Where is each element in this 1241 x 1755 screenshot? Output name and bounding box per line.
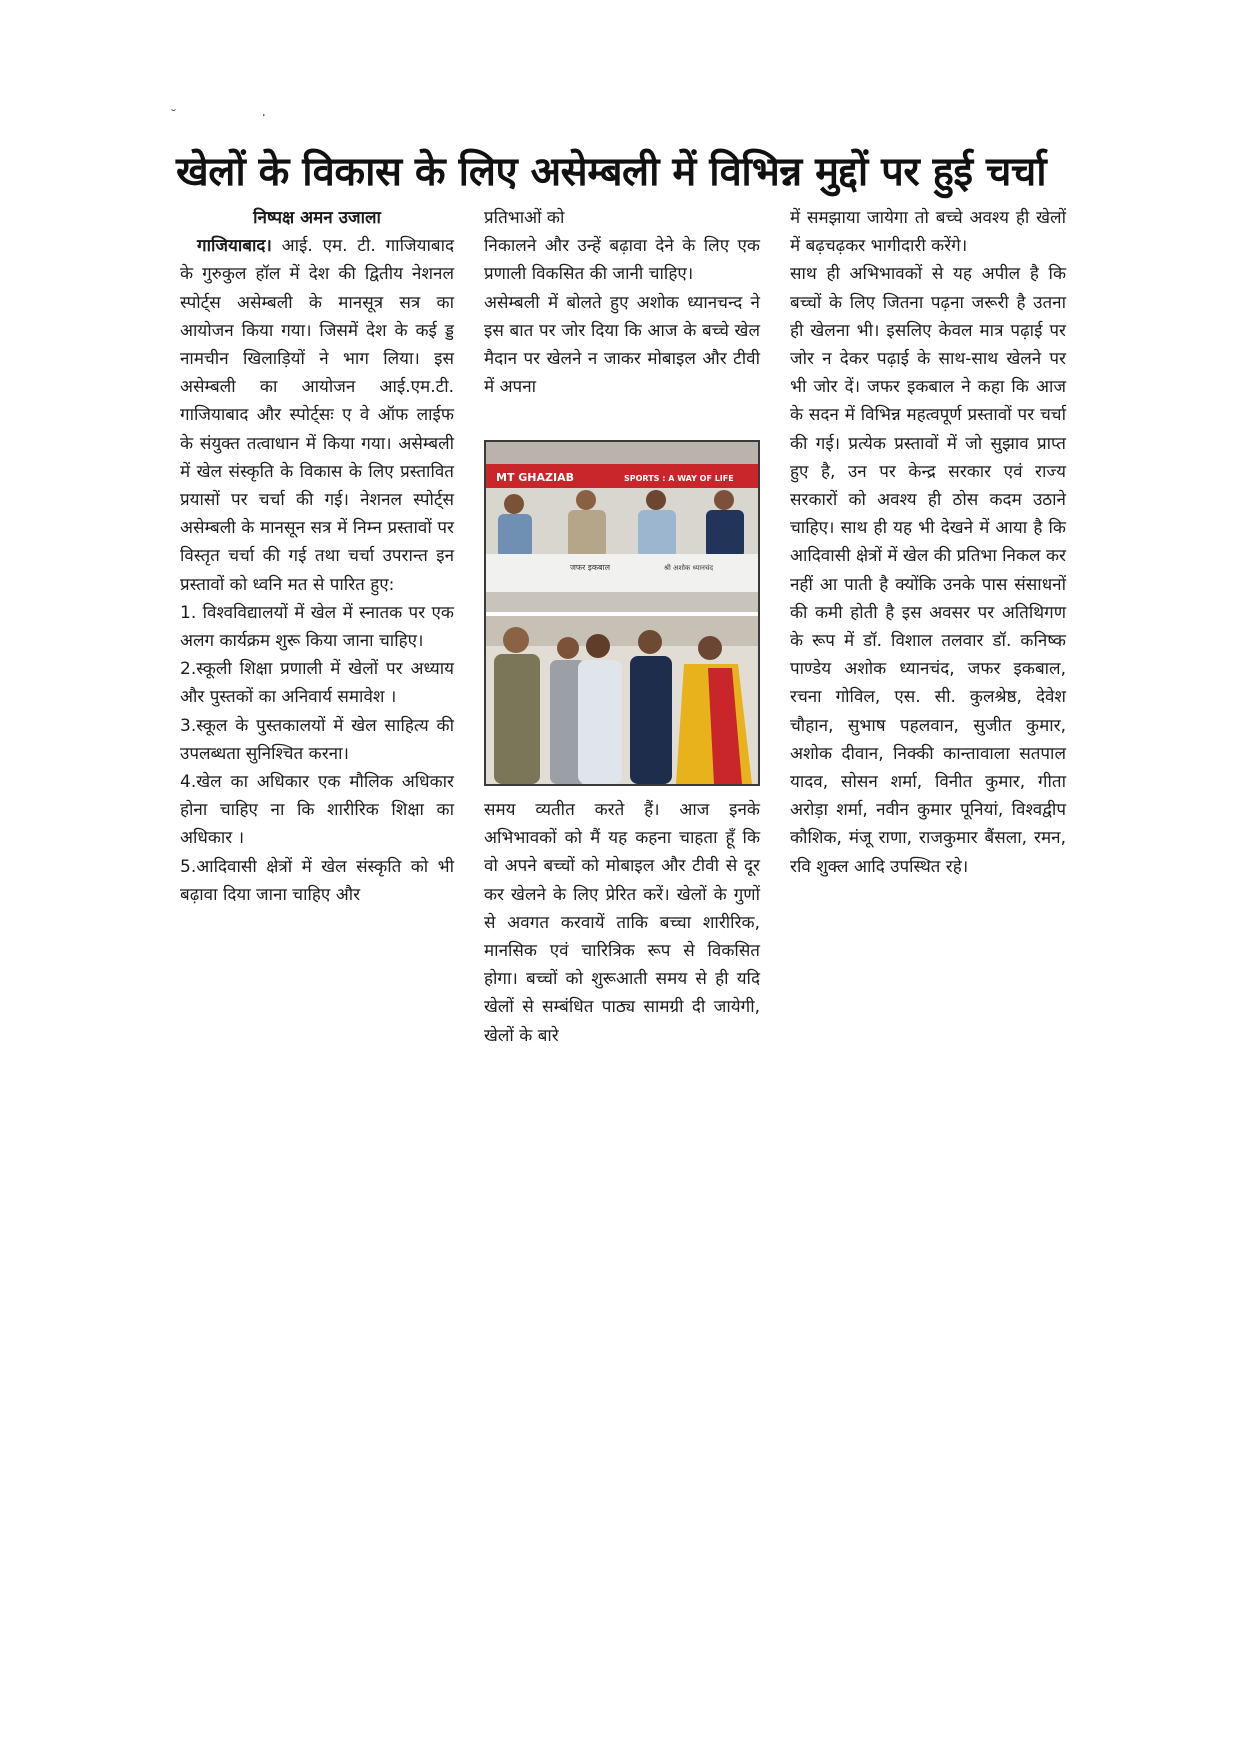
headline: खेलों के विकास के लिए असेम्बली में विभिन्न मुद्दों पर हुई चर्चा: [176, 149, 1047, 195]
col3-paragraph-a: में समझाया जायेगा तो बच्चे अवश्य ही खेलों में बढ़चढ़कर भागीदारी करेंगे।: [790, 208, 1066, 257]
proposal-3: 3.स्कूल के पुस्तकालयों में खेल साहित्य की उपलब्धता सुनिश्चित करना।: [180, 715, 454, 764]
column-1: [180, 204, 454, 909]
col2-line-a: प्रतिभाओं को: [484, 208, 565, 228]
col2-paragraph-c: असेम्बली में बोलते हुए अशोक ध्यानचन्द ने इस बात पर जोर दिया कि आज के बच्चे खेल मैदान पर खेलने न जाकर मोबाइल और टीवी में अपना: [484, 292, 760, 398]
column-2-top: [484, 204, 760, 401]
column-3: [790, 204, 1066, 881]
scan-marks: ˘ ·: [170, 108, 306, 124]
nameplate-1: जफर इकबाल: [570, 563, 611, 572]
proposal-5: 5.आदिवासी क्षेत्रों में खेल संस्कृति को भी बढ़ावा दिया जाना चाहिए और: [180, 856, 454, 905]
proposal-2: 2.स्कूली शिक्षा प्रणाली में खेलों पर अध्याय और पुस्तकों का अनिवार्य समावेश ।: [180, 659, 454, 708]
column-2-bottom: [484, 796, 760, 1050]
banner-left-text: MT GHAZIAB: [496, 471, 574, 484]
proposal-1: 1. विश्वविद्यालयों में खेल में स्नातक पर एक अलग कार्यक्रम शुरू किया जाना चाहिए।: [180, 602, 454, 652]
banner-right-text: SPORTS : A WAY OF LIFE: [624, 474, 734, 483]
byline: निष्पक्ष अमन उजाला: [253, 208, 381, 228]
dateline: गाजियाबाद।: [197, 236, 272, 257]
proposal-4: 4.खेल का अधिकार एक मौलिक अधिकार होना चाहिए ना कि शारीरिक शिक्षा का अधिकार ।: [180, 772, 454, 849]
intro-text: आई. एम. टी. गाजियाबाद के गुरुकुल हॉल में देश की द्वितीय नेशनल स्पोर्ट्स असेम्बली के मानसूत्र सत्र का आयोजन किया गया। जिसमें देश के कई ड्ड नामचीन खिलाड़ियों ने भाग लिया। इस असेम्बली का आयोजन आई.एम.टी. गाजियाबाद और स्पोर्ट्सः ए वे ऑफ लाईफ के संयुक्त तत्वाधान में किया गया। असेम्बली में खेल संस्कृति के विकास के लिए प्रस्तावित प्रयासों पर चर्चा की गई। नेशनल स्पोर्ट्स असेम्बली के मानसून सत्र में निम्न प्रस्तावों पर विस्तृत चर्चा की गई तथा चर्चा उपरान्त इन प्रस्तावों को ध्वनि मत से पारित हुए:: [180, 236, 454, 595]
col2-bottom-paragraph: समय व्यतीत करते हैं। आज इनके अभिभावकों को मैं यह कहना चाहता हूँ कि वो अपने बच्चों को मोबाइल और टीवी से दूर कर खेलने के लिए प्रेरित करें। खेलों के गुणों से अवगत करवायें ताकि बच्चा शारीरिक, मानसिक एवं चारित्रिक रूप से विकसित होगा। बच्चों को शुरूआती समय से ही यदि खेलों से सम्बंधित पाठ्य सामग्री दी जायेगी, खेलों के बारे: [484, 800, 760, 1046]
intro-paragraph: [180, 232, 454, 599]
nameplate-2: श्री अशोक ध्यानचंद: [664, 564, 714, 572]
col2-paragraph-b: निकालने और उन्हें बढ़ावा देने के लिए एक प्रणाली विकसित की जानी चाहिए।: [484, 236, 760, 285]
col3-paragraph-b: साथ ही अभिभावकों से यह अपील है कि बच्चों के लिए जितना पढ़ना जरूरी है उतना ही खेलना भी। इसलिए केवल मात्र पढ़ाई पर जोर न देकर पढ़ाई के साथ-साथ खेलने पर भी जोर दें। जफर इकबाल ने कहा कि आज के सदन में विभिन्न महत्वपूर्ण प्रस्तावों पर चर्चा की गई। प्रत्येक प्रस्तावों में जो सुझाव प्राप्त हुए है, उन पर केन्द्र सरकार एवं राज्य सरकारों को अवश्य ही ठोस कदम उठाने चाहिए। साथ ही यह भी देखने में आया है कि आदिवासी क्षेत्रों में खेल की प्रतिभा निकल कर नहीं आ पाती है क्योंकि उनके पास संसाधनों की कमी होती है इस अवसर पर अतिथिगण के रूप में डॉ. विशाल तलवार डॉ. कनिष्क पाण्डेय अशोक ध्यानचंद, जफर इकबाल, रचना गोविल, एस. सी. कुलश्रेष्ठ, देवेश चौहान, सुभाष पहलवान, सुजीत कुमार, अशोक दीवान, निक्की कान्तावाला सतपाल यादव, सोसन शर्मा, विनीत कुमार, गीता अरोड़ा शर्मा, नवीन कुमार पूनियां, विश्वद्वीप कौशिक, मंजू राणा, राजकुमार बैंसला, रमन, रवि शुक्ल आदि उपस्थित रहे।: [790, 264, 1066, 877]
event-photo: [484, 440, 760, 786]
